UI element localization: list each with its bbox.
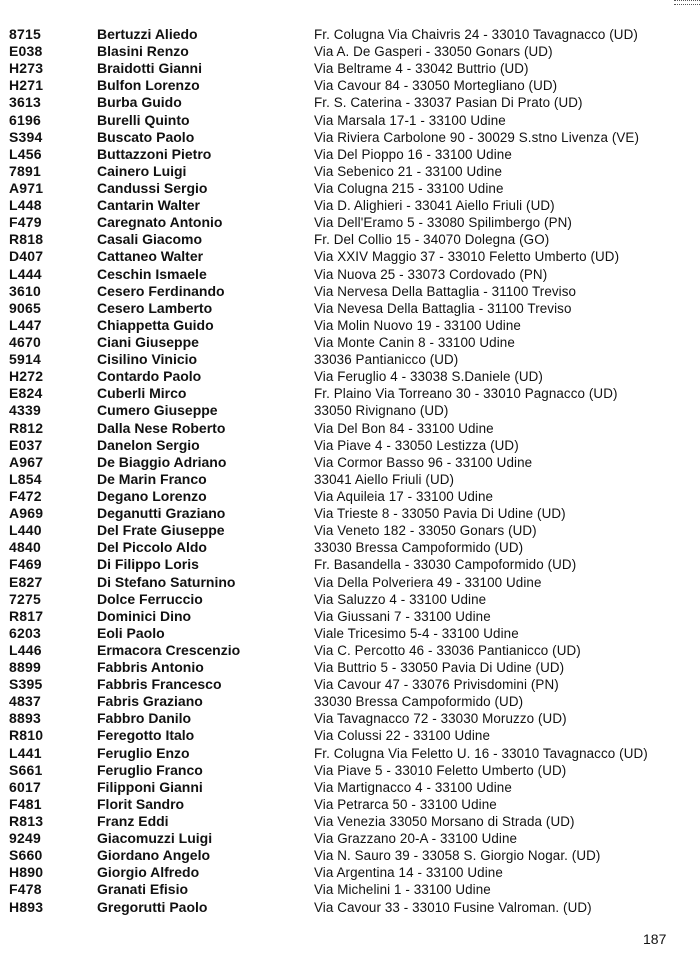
entry-name: Buttazzoni Pietro xyxy=(97,145,212,162)
entry-address: Via Dell'Eramo 5 - 33080 Spilimbergo (PN) xyxy=(314,215,572,231)
entry-row xyxy=(0,830,700,847)
entry-address: Via Cavour 84 - 33050 Mortegliano (UD) xyxy=(314,78,558,94)
entry-address: Via Piave 4 - 33050 Lestizza (UD) xyxy=(314,437,519,453)
entry-code: F479 xyxy=(9,214,42,231)
entry-name: Cisilino Vinicio xyxy=(97,351,198,368)
entry-name: Di Stefano Saturnino xyxy=(97,573,236,590)
entry-address: 33030 Bressa Campoformido (UD) xyxy=(314,540,524,556)
entry-row xyxy=(0,881,700,898)
entry-name: Eoli Paolo xyxy=(97,624,165,641)
entry-address: Via Del Bon 84 - 33100 Udine xyxy=(314,420,494,436)
entry-address: Via Michelini 1 - 33100 Udine xyxy=(314,882,491,898)
entry-row xyxy=(0,26,700,43)
entry-code: 6203 xyxy=(9,624,41,641)
entry-name: Candussi Sergio xyxy=(97,179,208,196)
entry-address: Via Venezia 33050 Morsano di Strada (UD) xyxy=(314,814,575,830)
entry-name: Contardo Paolo xyxy=(97,368,202,385)
entry-code: R812 xyxy=(9,419,44,436)
entry-address: Fr. Del Collio 15 - 34070 Dolegna (GO) xyxy=(314,232,550,248)
entry-code: H271 xyxy=(9,77,44,94)
entry-row xyxy=(0,488,700,505)
entry-address: Via Veneto 182 - 33050 Gonars (UD) xyxy=(314,523,537,539)
entry-address: Via Monte Canin 8 - 33100 Udine xyxy=(314,334,515,350)
entry-code: S395 xyxy=(9,676,43,693)
entry-name: Granati Efisio xyxy=(97,881,189,898)
entry-address: Fr. Plaino Via Torreano 30 - 33010 Pagnacco (UD) xyxy=(314,386,618,402)
entry-row xyxy=(0,77,700,94)
entry-row xyxy=(0,317,700,334)
entry-code: E827 xyxy=(9,573,43,590)
entry-row xyxy=(0,60,700,77)
entry-address: Via Cormor Basso 96 - 33100 Udine xyxy=(314,454,533,470)
entry-row xyxy=(0,351,700,368)
entry-address: Via Argentina 14 - 33100 Udine xyxy=(314,865,503,881)
entry-row xyxy=(0,625,700,642)
entry-row xyxy=(0,385,700,402)
entry-name: Degano Lorenzo xyxy=(97,487,207,504)
entry-code: H273 xyxy=(9,60,44,77)
entry-name: Cainero Luigi xyxy=(97,162,187,179)
entry-code: 4840 xyxy=(9,539,41,556)
entry-code: E037 xyxy=(9,436,43,453)
entry-name: Deganutti Graziano xyxy=(97,505,226,522)
entry-code: E038 xyxy=(9,43,43,60)
entry-code: F478 xyxy=(9,881,42,898)
entry-row xyxy=(0,779,700,796)
entry-code: S661 xyxy=(9,761,43,778)
entry-code: 8893 xyxy=(9,710,41,727)
entry-row xyxy=(0,762,700,779)
entry-name: Cantarin Walter xyxy=(97,197,200,214)
entry-address: 33050 Rivignano (UD) xyxy=(314,403,449,419)
entry-address: Via Piave 5 - 33010 Feletto Umberto (UD) xyxy=(314,762,567,778)
entry-address: Via Buttrio 5 - 33050 Pavia Di Udine (UD) xyxy=(314,660,565,676)
entry-code: 9065 xyxy=(9,299,41,316)
entry-address: Via Riviera Carbolone 90 - 30029 S.stno Livenza (VE) xyxy=(314,129,640,145)
entry-code: L441 xyxy=(9,744,42,761)
entry-row xyxy=(0,454,700,471)
entry-code: H272 xyxy=(9,368,44,385)
entry-address: Via Cavour 33 - 33010 Fusine Valroman. (UD) xyxy=(314,899,592,915)
entry-name: Feregotto Italo xyxy=(97,727,195,744)
entry-address: Via Nervesa Della Battaglia - 31100 Treviso xyxy=(314,283,577,299)
entry-address: Via Molin Nuovo 19 - 33100 Udine xyxy=(314,317,521,333)
entry-code: E824 xyxy=(9,385,43,402)
entry-row xyxy=(0,574,700,591)
entry-name: Ciani Giuseppe xyxy=(97,333,199,350)
entry-name: Bulfon Lorenzo xyxy=(97,77,200,94)
entry-name: Giorgio Alfredo xyxy=(97,864,200,881)
corner-mark xyxy=(674,0,700,5)
entry-address: Via Colugna 215 - 33100 Udine xyxy=(314,180,504,196)
entry-row xyxy=(0,402,700,419)
entry-row xyxy=(0,197,700,214)
entry-list xyxy=(0,26,700,916)
entry-code: A971 xyxy=(9,179,44,196)
entry-name: Cuberli Mirco xyxy=(97,385,187,402)
entry-code: F469 xyxy=(9,556,42,573)
entry-address: Via Martignacco 4 - 33100 Udine xyxy=(314,779,512,795)
entry-name: De Biaggio Adriano xyxy=(97,453,227,470)
entry-code: L448 xyxy=(9,197,42,214)
entry-name: Giordano Angelo xyxy=(97,847,211,864)
entry-row xyxy=(0,368,700,385)
entry-address: Via Grazzano 20-A - 33100 Udine xyxy=(314,831,518,847)
entry-code: 4837 xyxy=(9,693,41,710)
entry-code: 5914 xyxy=(9,351,41,368)
entry-row xyxy=(0,231,700,248)
entry-address: Via Petrarca 50 - 33100 Udine xyxy=(314,796,497,812)
entry-row xyxy=(0,112,700,129)
entry-code: L444 xyxy=(9,265,42,282)
entry-code: L440 xyxy=(9,522,42,539)
entry-row xyxy=(0,471,700,488)
entry-code: 4670 xyxy=(9,333,41,350)
entry-row xyxy=(0,146,700,163)
entry-name: Cattaneo Walter xyxy=(97,248,204,265)
entry-address: 33041 Aiello Friuli (UD) xyxy=(314,471,455,487)
entry-name: Burelli Quinto xyxy=(97,111,190,128)
entry-code: L456 xyxy=(9,145,42,162)
entry-code: L447 xyxy=(9,316,42,333)
entry-row xyxy=(0,710,700,727)
entry-address: Fr. Colugna Via Feletto U. 16 - 33010 Tavagnacco (UD) xyxy=(314,745,648,761)
entry-name: Florit Sandro xyxy=(97,795,185,812)
entry-row xyxy=(0,847,700,864)
entry-address: Via Beltrame 4 - 33042 Buttrio (UD) xyxy=(314,61,529,77)
entry-address: Via Colussi 22 - 33100 Udine xyxy=(314,728,490,744)
entry-code: 8715 xyxy=(9,26,41,42)
entry-code: F481 xyxy=(9,795,42,812)
entry-address: Via Aquileia 17 - 33100 Udine xyxy=(314,488,494,504)
entry-address: Via C. Percotto 46 - 33036 Pantianicco (UD) xyxy=(314,642,581,658)
entry-row xyxy=(0,899,700,916)
entry-code: 4339 xyxy=(9,402,41,419)
entry-address: Via Feruglio 4 - 33038 S.Daniele (UD) xyxy=(314,369,543,385)
entry-address: Via Saluzzo 4 - 33100 Udine xyxy=(314,591,487,607)
entry-address: Via Giussani 7 - 33100 Udine xyxy=(314,608,491,624)
entry-name: Cesero Ferdinando xyxy=(97,282,225,299)
entry-name: Burba Guido xyxy=(97,94,182,111)
entry-address: Viale Tricesimo 5-4 - 33100 Udine xyxy=(314,625,519,641)
entry-row xyxy=(0,214,700,231)
entry-address: 33036 Pantianicco (UD) xyxy=(314,352,459,368)
entry-address: Via Sebenico 21 - 33100 Udine xyxy=(314,163,503,179)
entry-name: Dominici Dino xyxy=(97,607,192,624)
entry-address: Via XXIV Maggio 37 - 33010 Feletto Umberto (UD) xyxy=(314,249,620,265)
entry-row xyxy=(0,727,700,744)
entry-name: Cesero Lamberto xyxy=(97,299,213,316)
entry-name: Blasini Renzo xyxy=(97,43,189,60)
entry-address: Via Della Polveriera 49 - 33100 Udine xyxy=(314,574,542,590)
entry-code: 7891 xyxy=(9,162,41,179)
entry-code: D407 xyxy=(9,248,44,265)
entry-code: R817 xyxy=(9,607,44,624)
entry-name: Dalla Nese Roberto xyxy=(97,419,226,436)
entry-address: Via D. Alighieri - 33041 Aiello Friuli (UD) xyxy=(314,198,555,214)
entry-code: 3613 xyxy=(9,94,41,111)
entry-name: Gregorutti Paolo xyxy=(97,898,208,915)
entry-name: Fabbris Francesco xyxy=(97,676,222,693)
entry-address: Via Cavour 47 - 33076 Privisdomini (PN) xyxy=(314,677,559,693)
entry-name: Casali Giacomo xyxy=(97,231,203,248)
entry-address: Via Tavagnacco 72 - 33030 Moruzzo (UD) xyxy=(314,711,567,727)
entry-code: 6017 xyxy=(9,778,41,795)
entry-name: Feruglio Enzo xyxy=(97,744,190,761)
entry-code: L446 xyxy=(9,641,42,658)
entry-name: Ermacora Crescenzio xyxy=(97,641,241,658)
entry-name: Franz Eddi xyxy=(97,813,169,830)
entry-row xyxy=(0,283,700,300)
entry-code: R818 xyxy=(9,231,44,248)
entry-row xyxy=(0,796,700,813)
entry-row xyxy=(0,608,700,625)
entry-address: 33030 Bressa Campoformido (UD) xyxy=(314,694,524,710)
entry-row xyxy=(0,591,700,608)
entry-row xyxy=(0,437,700,454)
entry-row xyxy=(0,129,700,146)
entry-code: 8899 xyxy=(9,659,41,676)
entry-row xyxy=(0,659,700,676)
entry-address: Via Nuova 25 - 33073 Cordovado (PN) xyxy=(314,266,548,282)
entry-row xyxy=(0,266,700,283)
entry-address: Via Trieste 8 - 33050 Pavia Di Udine (UD) xyxy=(314,506,566,522)
entry-address: Via Nevesa Della Battaglia - 31100 Treviso xyxy=(314,300,572,316)
entry-code: A967 xyxy=(9,453,44,470)
entry-name: Buscato Paolo xyxy=(97,128,195,145)
entry-code: S394 xyxy=(9,128,43,145)
entry-address: Fr. Colugna Via Chaivris 24 - 33010 Tavagnacco (UD) xyxy=(314,27,638,42)
entry-row xyxy=(0,94,700,111)
entry-code: 9249 xyxy=(9,830,41,847)
entry-code: H893 xyxy=(9,898,44,915)
entry-address: Via Marsala 17-1 - 33100 Udine xyxy=(314,112,506,128)
entry-name: Bertuzzi Aliedo xyxy=(97,26,198,42)
entry-row xyxy=(0,556,700,573)
entry-address: Via A. De Gasperi - 33050 Gonars (UD) xyxy=(314,44,553,60)
entry-name: Fabbro Danilo xyxy=(97,710,192,727)
entry-code: R813 xyxy=(9,813,44,830)
entry-code: F472 xyxy=(9,487,42,504)
entry-row xyxy=(0,334,700,351)
entry-row xyxy=(0,693,700,710)
entry-code: A969 xyxy=(9,505,44,522)
entry-name: Del Piccolo Aldo xyxy=(97,539,207,556)
entry-row xyxy=(0,163,700,180)
entry-name: Giacomuzzi Luigi xyxy=(97,830,213,847)
entry-code: 6196 xyxy=(9,111,41,128)
entry-row xyxy=(0,864,700,881)
entry-code: L854 xyxy=(9,470,42,487)
page-number: 187 xyxy=(643,931,667,947)
entry-name: Ceschin Ismaele xyxy=(97,265,207,282)
entry-code: H890 xyxy=(9,864,44,881)
entry-name: Fabbris Antonio xyxy=(97,659,204,676)
entry-name: Caregnato Antonio xyxy=(97,214,223,231)
entry-code: S660 xyxy=(9,847,43,864)
entry-name: Filipponi Gianni xyxy=(97,778,203,795)
entry-address: Via N. Sauro 39 - 33058 S. Giorgio Nogar. (UD) xyxy=(314,848,601,864)
entry-code: 7275 xyxy=(9,590,41,607)
entry-row xyxy=(0,43,700,60)
entry-name: Danelon Sergio xyxy=(97,436,200,453)
entry-name: Braidotti Gianni xyxy=(97,60,202,77)
entry-row xyxy=(0,300,700,317)
entry-name: Dolce Ferruccio xyxy=(97,590,203,607)
entry-address: Via Del Pioppo 16 - 33100 Udine xyxy=(314,146,512,162)
entry-row xyxy=(0,248,700,265)
entry-row xyxy=(0,642,700,659)
entry-row xyxy=(0,813,700,830)
entry-row xyxy=(0,745,700,762)
entry-name: Chiappetta Guido xyxy=(97,316,214,333)
entry-address: Fr. S. Caterina - 33037 Pasian Di Prato (UD) xyxy=(314,95,583,111)
entry-name: Di Filippo Loris xyxy=(97,556,199,573)
entry-name: Feruglio Franco xyxy=(97,761,203,778)
entry-row xyxy=(0,180,700,197)
entry-code: R810 xyxy=(9,727,44,744)
entry-name: Cumero Giuseppe xyxy=(97,402,218,419)
entry-name: De Marin Franco xyxy=(97,470,207,487)
entry-row xyxy=(0,420,700,437)
entry-row xyxy=(0,676,700,693)
entry-code: 3610 xyxy=(9,282,41,299)
entry-name: Del Frate Giuseppe xyxy=(97,522,225,539)
entry-address: Fr. Basandella - 33030 Campoformido (UD) xyxy=(314,557,577,573)
entry-name: Fabris Graziano xyxy=(97,693,203,710)
entry-row xyxy=(0,539,700,556)
entry-row xyxy=(0,505,700,522)
entry-row xyxy=(0,522,700,539)
